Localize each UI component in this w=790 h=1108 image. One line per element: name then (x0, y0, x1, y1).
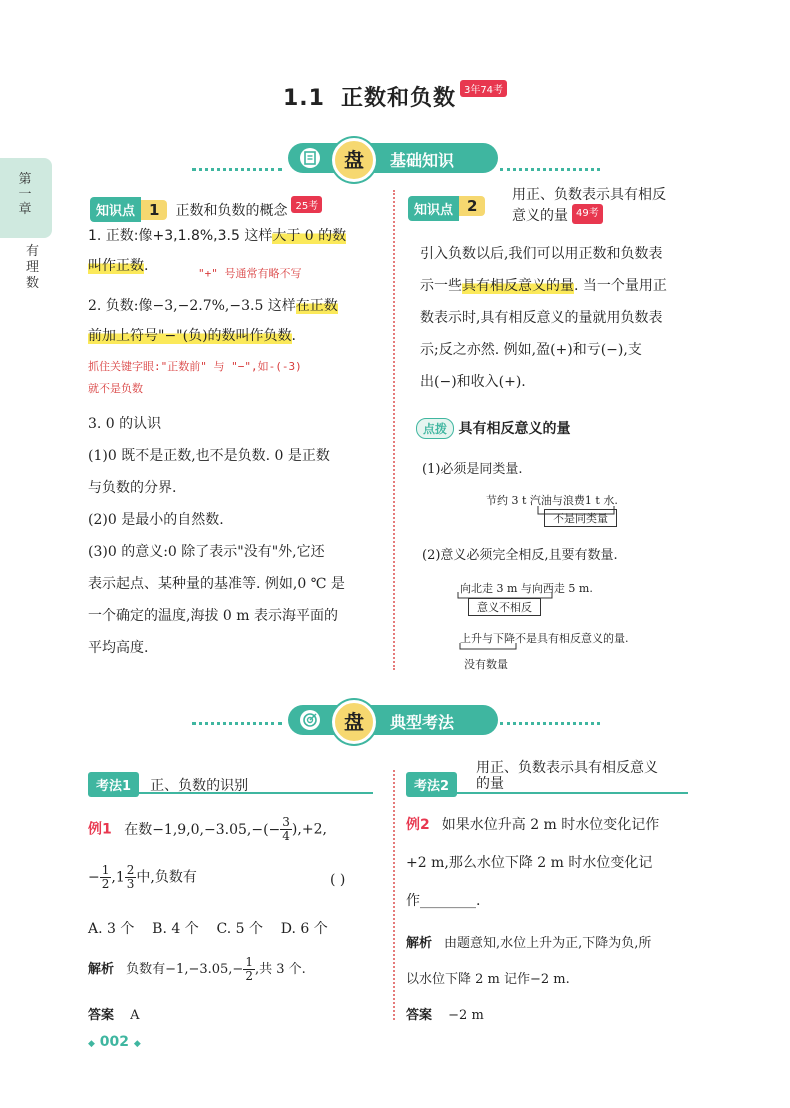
kp1-badge: 25考 (291, 196, 322, 213)
example1-box: 不是同类量 (544, 509, 617, 527)
example-label: 例1 (88, 821, 112, 838)
highlight: 叫作正数 (88, 258, 144, 274)
kf1-question-line2: − $\frac{1}{2}$ ,1 $\frac{2}{3}$ 中,负数有 ( ) (88, 863, 346, 891)
kp1-item3-2: (2)0 是最小的自然数. (88, 512, 224, 528)
kp1-item3-1b: 与负数的分界. (88, 480, 177, 496)
kf1-answer: 答案 A (88, 1008, 140, 1023)
exam-count-badge: 3年74考 (460, 80, 507, 97)
kp2-number: 2 (459, 196, 485, 216)
handwritten-note: 抓住关键字眼:"正数前" 与 "−",如-(-3) (88, 360, 302, 373)
kp1-item3-3d: 平均高度. (88, 640, 149, 656)
kf2-analysis: 解析 由题意知,水位上升为正,下降为负,所 以水位下降 2 m 记作−2 m. (406, 936, 652, 987)
kp1-title: 正数和负数的概念 (175, 203, 288, 219)
section-circle-badge: 盘 (332, 138, 376, 182)
kf2-header (406, 760, 688, 794)
notebook-icon (300, 148, 320, 168)
diamond-icon: ◆ (133, 1039, 141, 1049)
kp2-title: 用正、负数表示具有相反 意义的量 49考 (512, 187, 666, 224)
kp2-header (408, 187, 708, 224)
kp1-item1: 1. 正数:像+3,1.8%,3.5 这样大于 0 的数 (88, 228, 347, 244)
kf2-question: 例2 如果水位升高 2 m 时水位变化记作 +2 m,那么水位下降 2 m 时水位变化记 作________. (406, 806, 706, 920)
dianbo-s2: (2)意义必须完全相反,且要有数量. (422, 548, 618, 563)
kp1-item1-cont: 叫作正数. (88, 258, 149, 274)
bracket-mark (458, 643, 518, 655)
kp1-item2-cont: 前加上符号"−"(负)的数叫作负数. (88, 328, 296, 344)
highlight: 在正数 (295, 298, 338, 314)
chapter-subject: 有理数 (26, 244, 40, 291)
kp1-tag: 知识点 (90, 197, 141, 222)
kp1-item3-3c: 一个确定的温度,海拔 0 m 表示海平面的 (88, 608, 338, 624)
divider-dots-right (500, 168, 600, 171)
handwritten-note: "+" 号通常有略不写 (198, 267, 302, 280)
chapter-label: 第一章 (18, 172, 32, 217)
section-label: 典型考法 (390, 713, 455, 732)
example-label: 例2 (406, 817, 430, 833)
page-number: ◆ 002 ◆ (88, 1034, 141, 1050)
section-label: 基础知识 (390, 151, 455, 170)
kp1-number: 1 (141, 200, 167, 220)
kp2-badge: 49考 (572, 204, 603, 224)
kp1-item3: 3. 0 的认识 (88, 416, 162, 432)
highlight: 具有相反意义的量 (462, 278, 574, 294)
analysis-label: 解析 (88, 962, 115, 977)
fraction: $\frac{1}{2}$ (101, 863, 110, 891)
kp2-tag: 知识点 (408, 196, 459, 221)
diamond-icon: ◆ (88, 1039, 95, 1049)
kp1-item3-1: (1)0 既不是正数,也不是负数. 0 是正数 (88, 448, 330, 464)
kf1-options: A. 3 个 B. 4 个 C. 5 个 D. 6 个 (88, 921, 328, 937)
target-icon (300, 710, 320, 730)
section-number: 1.1 (282, 86, 325, 111)
answer-label: 答案 (88, 1008, 115, 1023)
kf1-analysis: 解析 负数有−1,−3.05,− $\frac{1}{2}$ ,共 3 个. (88, 955, 306, 983)
column-divider (393, 190, 395, 670)
highlight: 大于 0 的数 (272, 228, 347, 244)
section-header-methods (288, 702, 498, 740)
example3-label: 没有数量 (464, 658, 508, 671)
kp1-item3-3b: 表示起点、某种量的基准等. 例如,0 ℃ 是 (88, 576, 345, 592)
section-title-text: 正数和负数 (340, 86, 456, 111)
kp1-header (90, 196, 390, 222)
kf1-question: 例1 在数−1,9,0,−3.05,−(− $\frac{3}{4}$ ),+2, (88, 815, 327, 843)
fraction: $\frac{3}{4}$ (282, 815, 290, 843)
kp1-item3-3: (3)0 的意义:0 除了表示"没有"外,它还 (88, 544, 325, 560)
page-title (0, 80, 790, 112)
highlight: 前加上符号"−"(负)的数叫作负数 (88, 328, 292, 344)
section-circle-badge: 盘 (332, 700, 376, 744)
kf1-header (88, 772, 373, 794)
dianbo-tag: 点拨 (416, 418, 454, 439)
kp2-body: 引入负数以后,我们可以用正数和负数表 示一些具有相反意义的量. 当一个量用正 数表示时,具有相反意义的量就用负数表 示;反之亦然. 例如,盈(+)和亏(−),支 出(−)和收入(+). (420, 246, 667, 390)
divider-dots-left (192, 168, 282, 171)
analysis-label: 解析 (406, 936, 433, 951)
answer-label: 答案 (406, 1008, 433, 1023)
example2-box: 意义不相反 (468, 598, 541, 616)
kf2-title: 用正、负数表示具有相反意义 的量 (476, 760, 658, 792)
kf2-tag: 考法2 (406, 772, 457, 797)
fraction: $\frac{2}{3}$ (126, 863, 135, 891)
dianbo-header (416, 418, 706, 439)
column-divider (393, 770, 395, 1020)
dianbo-title: 具有相反意义的量 (458, 421, 571, 437)
handwritten-note: 就不是负数 (88, 382, 143, 395)
kf1-tag: 考法1 (88, 772, 139, 797)
divider-dots-right (500, 722, 600, 725)
dianbo-s1: (1)必须是同类量. (422, 462, 523, 477)
divider-dots-left (192, 722, 282, 725)
kf1-title: 正、负数的识别 (150, 778, 249, 794)
example1-text: 节约 3 t 汽油与浪费1 t 水. (486, 494, 618, 507)
chapter-tab[interactable] (0, 158, 52, 238)
example3-text: 上升与下降不是具有相反意义的量. (460, 632, 629, 645)
fraction: $\frac{1}{2}$ (245, 955, 253, 983)
fill-blank: 作________. (406, 893, 481, 909)
answer-blank: ( ) (330, 872, 346, 888)
kf2-answer: 答案 −2 m (406, 1008, 484, 1023)
section-header-basics (288, 140, 498, 178)
example2-text: 向北走 3 m 与向西走 5 m. (460, 582, 593, 595)
kp1-body (88, 220, 388, 664)
kp1-item2: 2. 负数:像−3,−2.7%,−3.5 这样在正数 (88, 298, 338, 314)
